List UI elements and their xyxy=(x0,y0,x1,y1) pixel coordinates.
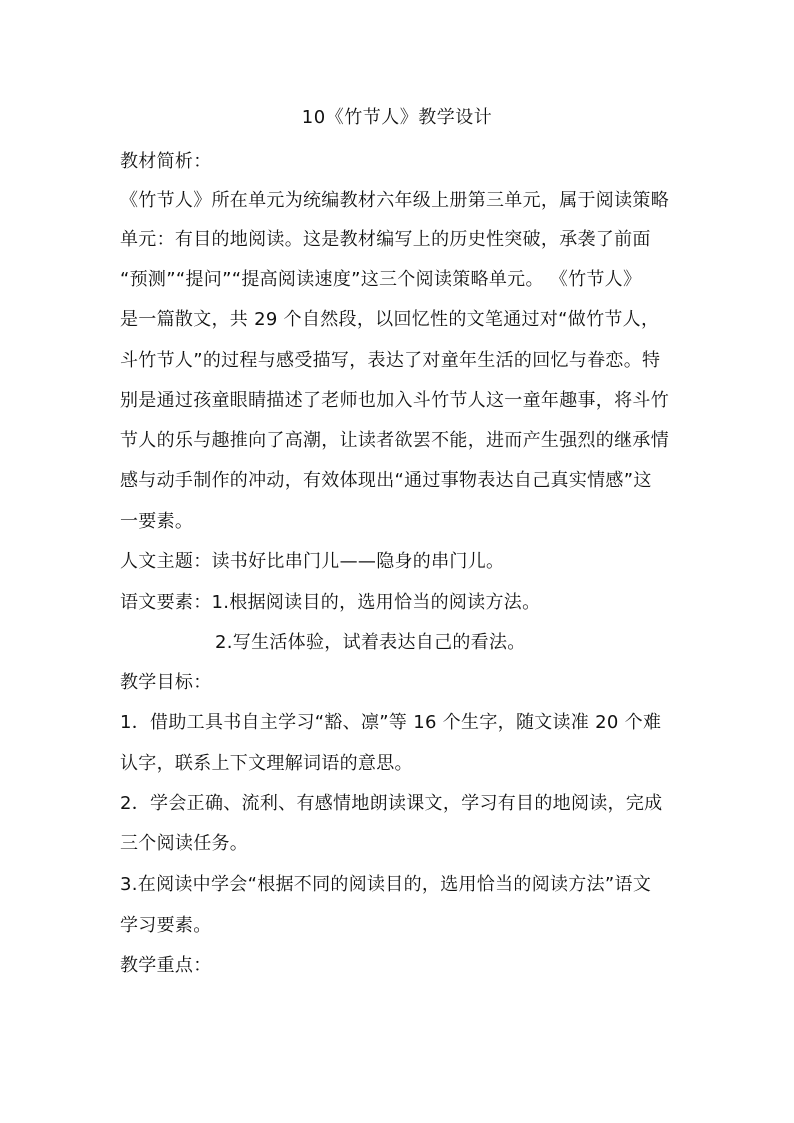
paragraph-line: 斗竹节人”的过程与感受描写，表达了对童年生活的回忆与眷恋。特 xyxy=(120,350,661,371)
goal-line: 3.在阅读中学会“根据不同的阅读目的，选用恰当的阅读方法”语文 xyxy=(120,874,652,895)
heading-teaching-goals: 教学目标： xyxy=(120,672,212,693)
paragraph-line: 单元：有目的地阅读。这是教材编写上的历史性突破，承袭了前面 xyxy=(120,229,651,250)
heading-material-analysis: 教材简析： xyxy=(120,151,212,172)
heading-teaching-focus: 教学重点： xyxy=(120,955,212,976)
goal-line: 学习要素。 xyxy=(120,915,212,936)
goal-line: 认字，联系上下文理解词语的意思。 xyxy=(120,753,413,774)
paragraph-line: 感与动手制作的冲动，有效体现出“通过事物表达自己真实情感”这 xyxy=(120,470,652,491)
paragraph-line: 是一篇散文，共 29 个自然段，以回忆性的文笔通过对“做竹节人， xyxy=(120,309,660,330)
document-title: 10《竹节人》教学设计 xyxy=(301,107,493,128)
language-elements-line: 语文要素：1.根据阅读目的，选用恰当的阅读方法。 xyxy=(120,592,541,613)
goal-line: 1．借助工具书自主学习“豁、凛”等 16 个生字，随文读准 20 个难 xyxy=(120,712,662,733)
goal-line: 2．学会正确、流利、有感情地朗读课文，学习有目的地阅读，完成 xyxy=(120,793,663,814)
paragraph-line: 别是通过孩童眼睛描述了老师也加入斗竹节人这一童年趣事，将斗竹 xyxy=(120,390,669,411)
language-elements-item-2: 2.写生活体验，试着表达自己的看法。 xyxy=(215,632,526,653)
paragraph-line: 节人的乐与趣推向了高潮，让读者欲罢不能，进而产生强烈的继承情 xyxy=(120,430,669,451)
paragraph-line: “预测”“提问”“提高阅读速度”这三个阅读策略单元。 《竹节人》 xyxy=(120,269,642,290)
goal-line: 三个阅读任务。 xyxy=(120,833,249,854)
paragraph-line: 一要素。 xyxy=(120,511,194,532)
humanistic-theme-line: 人文主题：读书好比串门儿——隐身的串门儿。 xyxy=(120,551,505,572)
paragraph-line: 《竹节人》所在单元为统编教材六年级上册第三单元，属于阅读策略 xyxy=(120,190,669,211)
